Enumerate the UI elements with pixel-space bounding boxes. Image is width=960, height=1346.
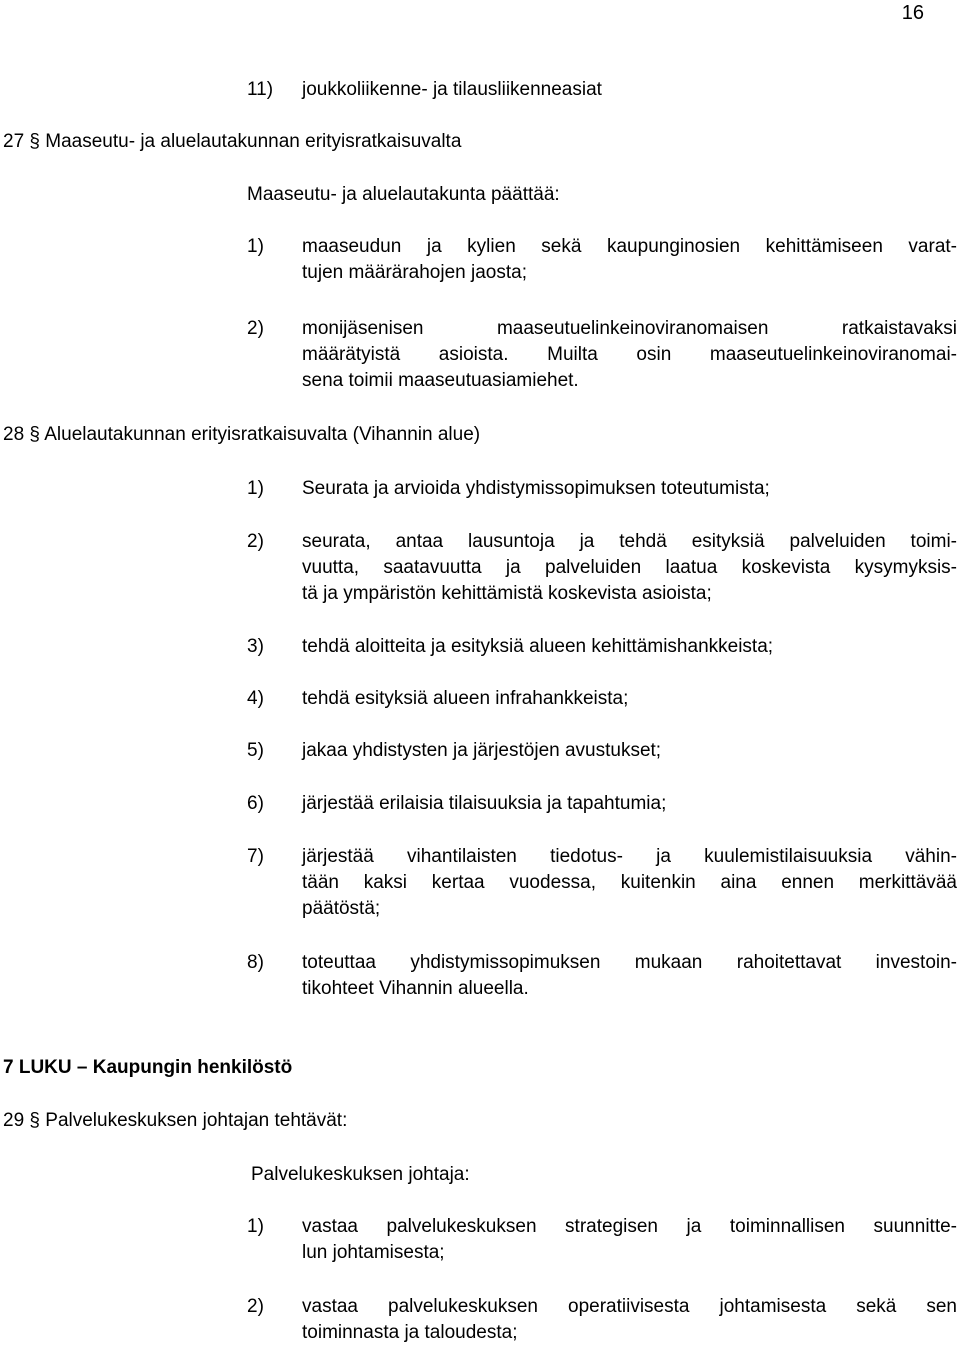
item-number: 7) (247, 846, 264, 867)
section-number: 27 (3, 131, 25, 152)
item-number: 2) (247, 531, 264, 552)
item-text: monijäsenisen maaseutuelinkeinoviranomaisen ratkaistavaksi määrätyistä asioista. Muilta osin maaseutuelinkeinoviranomai- sena toimii maaseutuasiamiehet. (302, 318, 957, 391)
item-number: 4) (247, 688, 264, 709)
item-number: 6) (247, 793, 264, 814)
item-text: maaseudun ja kylien sekä kaupunginosien kehittämiseen varat- tujen määrärahojen jaosta; (302, 236, 957, 283)
item-number: 1) (247, 236, 264, 257)
section-title: Aluelautakunnan erityisratkaisuvalta (Vihannin alue) (44, 424, 481, 445)
item-number: 1) (247, 1216, 264, 1237)
section-sign-icon: § (29, 1110, 40, 1131)
item-text: vastaa palvelukeskuksen strategisen ja toiminnallisen suunnitte- lun johtamisesta; (302, 1216, 957, 1263)
section-sign-icon: § (29, 131, 40, 152)
item-text: seurata, antaa lausuntoja ja tehdä esityksiä palveluiden toimi- vuutta, saatavuutta ja palveluiden laatua koskevista kysymyksis- tä ja ympäristön kehittämistä koskevista asioista; (302, 531, 957, 604)
item-number: 2) (247, 1296, 264, 1317)
item-text: Seurata ja arvioida yhdistymissopimuksen toteutumista; (302, 478, 770, 499)
item-number: 8) (247, 952, 264, 973)
item-number: 2) (247, 318, 264, 339)
section-27-heading (3, 129, 461, 155)
item-text: tehdä esityksiä alueen infrahankkeista; (302, 688, 629, 709)
section-number: 29 (3, 1110, 25, 1131)
item-number: 3) (247, 636, 264, 657)
item-text: tehdä aloitteita ja esityksiä alueen kehittämishankkeista; (302, 636, 774, 657)
section-title: Maaseutu- ja aluelautakunnan erityisratkaisuvalta (45, 131, 462, 152)
item-number: 1) (247, 478, 264, 499)
item-text: toteuttaa yhdistymissopimuksen mukaan rahoitettavat investoin- tikohteet Vihannin alueella. (302, 952, 957, 999)
section-28-heading (3, 422, 480, 448)
chapter-heading: 7 LUKU – Kaupungin henkilöstö (3, 1057, 293, 1078)
section-27-intro: Maaseutu- ja aluelautakunta päättää: (247, 184, 560, 205)
page-number: 16 (901, 2, 924, 24)
item-number: 11) (247, 79, 274, 100)
item-text: vastaa palvelukeskuksen operatiivisesta johtamisesta sekä sen toiminnasta ja taloudesta; (302, 1296, 957, 1343)
item-text: jakaa yhdistysten ja järjestöjen avustukset; (302, 740, 662, 761)
section-title: Palvelukeskuksen johtajan tehtävät: (45, 1110, 348, 1131)
section-29-intro: Palvelukeskuksen johtaja: (251, 1164, 470, 1185)
section-number: 28 (3, 424, 25, 445)
item-text: joukkoliikenne- ja tilausliikenneasiat (302, 79, 602, 100)
section-29-heading (3, 1108, 347, 1134)
section-sign-icon: § (29, 424, 40, 445)
item-number: 5) (247, 740, 264, 761)
item-text: järjestää erilaisia tilaisuuksia ja tapahtumia; (302, 793, 667, 814)
item-text: järjestää vihantilaisten tiedotus- ja kuulemistilaisuuksia vähin- tään kaksi kertaa vuodessa, kuitenkin aina ennen merkittävää päätöstä; (302, 846, 957, 919)
